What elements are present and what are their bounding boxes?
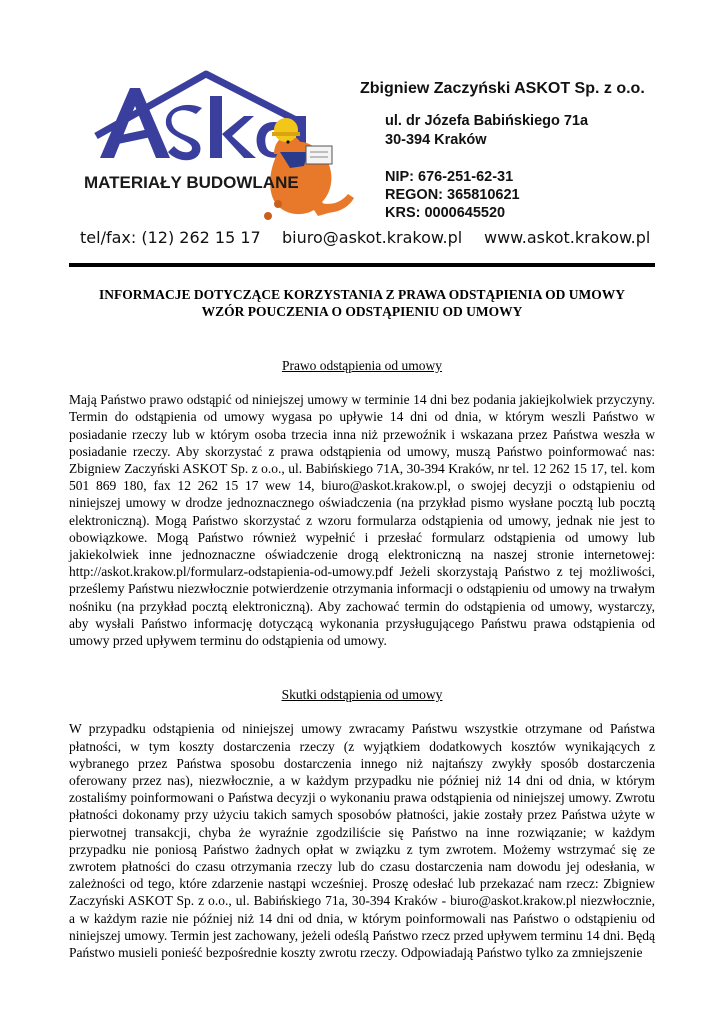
section-heading-withdrawal-effects: Skutki odstąpienia od umowy [281,687,443,703]
phone-fax: tel/fax: (12) 262 15 17 [80,228,261,247]
company-identifiers [385,168,645,222]
address-line-1: ul. dr Józefa Babińskiego 71a [385,113,589,129]
website-link[interactable]: www.askot.krakow.pl [484,228,651,247]
logo-tagline: MATERIAŁY BUDOWLANE [84,173,299,192]
regon-number: REGON: 365810621 [385,187,520,203]
company-name: Zbigniew Zaczyński ASKOT Sp. z o.o. [360,80,645,97]
section-text-withdrawal-effects: W przypadku odstąpienia od niniejszej umowy zwracamy Państwu wszystkie otrzymane od Państwa płatności, w tym koszty dostarczenia rzeczy (z wyjątkiem dodatkowych kosztów wynikających z wybranego przez Państwa sposobu dostarczenia innego niż najtańszy zwykły sposób dostarczenia oferowany przez nas), niezwłocznie, a w każdym przypadku nie później niż 14 dni od dnia, w którym zostaliśmy poinformowani o Państwa decyzji o wykonaniu prawa odstąpienia od niniejszej umowy. Zwrotu płatności dokonamy przy użyciu takich samych sposobów płatności, jakie zostały przez Państwa użyte w pierwotnej transakcji, chyba że wyraźnie zgodziliście się Państwo na inne rozwiązanie; w każdym przypadku nie poniosą Państwo żadnych opłat w związku z tym zwrotem. Możemy wstrzymać się ze zwrotem płatności do czasu otrzymania rzeczy lub do czasu dostarczenia nam dowodu jej odesłania, w zależności od tego, które zdarzenie nastąpi wcześniej. Proszę odesłać lub przekazać nam rzecz: Zbigniew Zaczyński ASKOT Sp. z o.o., ul. Babińskiego 71a, 30-394 Kraków - biuro@askot.krakow.pl niezwłocznie, a w każdym razie nie później niż 14 dni od dnia, w którym poinformowali nas Państwo o odstąpieniu od niniejszej umowy. Termin jest zachowany, jeżeli odeślą Państwo rzecz przed upływem terminu 14 dni. Będą Państwo musieli ponieść bezpośrednie koszty zwrotu rzeczy. Odpowiadają Państwo tylko za zmniejszenie [69,721,655,961]
title-line-1: INFORMACJE DOTYCZĄCE KORZYSTANIA Z PRAWA ODSTĄPIENIA OD UMOWY [99,287,625,302]
title-line-2: WZÓR POUCZENIA O ODSTĄPIENIU OD UMOWY [201,304,523,319]
address-line-2: 30-394 Kraków [385,132,487,148]
section-heading-withdrawal-right: Prawo odstąpienia od umowy [281,358,443,373]
header-divider [69,263,655,267]
company-details [360,80,645,222]
document-title [69,286,655,320]
askot-logo [78,66,358,226]
email-link[interactable]: biuro@askot.krakow.pl [282,228,463,247]
company-address [385,112,645,150]
dinosaur-mascot-icon [264,118,354,220]
document-body [69,286,655,961]
krs-number: KRS: 0000645520 [385,205,506,221]
nip-number: NIP: 676-251-62-31 [385,169,514,185]
section-text-withdrawal-right: Mają Państwo prawo odstąpić od niniejszej umowy w terminie 14 dni bez podania jakiejkolwiek przyczyny. Termin do odstąpienia od umowy wygasa po upływie 14 dni od dnia, w którym weszli Państwo w posiadanie rzeczy lub w którym osoba trzecia inna niż przewoźnik i wskazana przez Państwa weszła w posiadanie rzeczy. Aby skorzystać z prawa odstąpienia od umowy, muszą Państwo poinformować nas: Zbigniew Zaczyński ASKOT Sp. z o.o., ul. Babińskiego 71A, 30-394 Kraków, nr tel. 12 262 15 17, tel. kom 501 869 180, fax 12 262 15 17 wew 14, biuro@askot.krakow.pl, o swojej decyzji o odstąpieniu od niniejszej umowy w drodze jednoznacznego oświadczenia (na przykład pismo wysłane pocztą lub pocztą elektroniczną). Mogą Państwo skorzystać z wzoru formularza odstąpienia od umowy, jednak nie jest to obowiązkowe. Mogą Państwo również wypełnić i przesłać formularz odstąpienia od umowy lub jakiekolwiek inne jednoznaczne oświadczenie drogą elektroniczną na naszej stronie internetowej: http://askot.krakow.pl/formularz-odstapienia-od-umowy.pdf Jeżeli skorzystają Państwo z tej możliwości, prześlemy Państwu niezwłocznie potwierdzenie otrzymania informacji o odstąpieniu od umowy na trwałym nośniku (na przykład pocztą elektroniczną). Aby zachować termin do odstąpienia od umowy, wystarczy, aby wysłali Państwo informację dotyczącą wykonania przysługującego Państwu prawa odstąpienia od umowy przed upływem terminu do odstąpienia od umowy. [69,392,655,649]
